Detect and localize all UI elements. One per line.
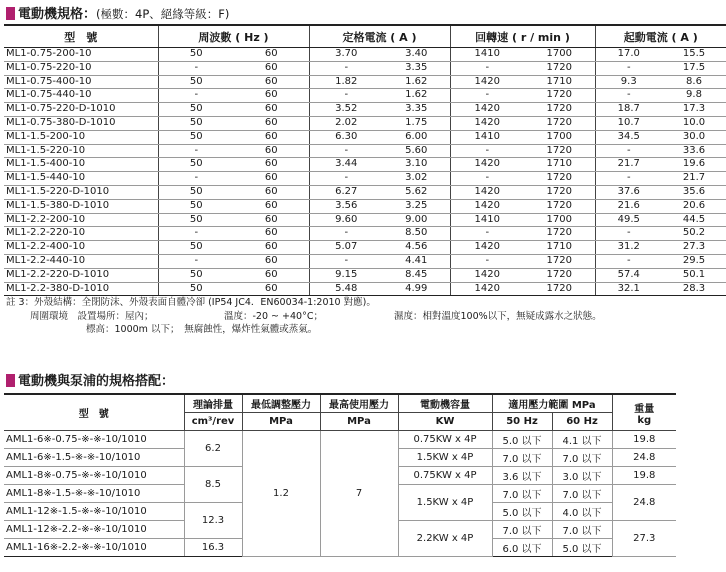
cell-60hz: 60 (234, 213, 309, 227)
table-row (4, 75, 726, 89)
cell-50hz: 50 (158, 268, 234, 282)
cell-range-50hz: 6.0 以下 (492, 539, 552, 557)
cell-displacement: 16.3 (184, 539, 242, 557)
note-line: 標高：1000m 以下； 無腐蝕性，爆炸性氣體或蒸氣。 (86, 324, 318, 335)
cell-model: AML1-12※-2.2-※-※-10/1010 (4, 521, 184, 539)
cell-displacement: 8.5 (184, 467, 242, 503)
cell-speed-50hz: 1420 (450, 116, 524, 130)
section-marker (6, 7, 15, 20)
note-line (6, 310, 602, 324)
cell-start-60hz: 21.7 (662, 172, 726, 186)
cell-60hz: 60 (234, 48, 309, 62)
cell-50hz: - (158, 172, 234, 186)
cell-50hz: - (158, 61, 234, 75)
cell-60hz: 60 (234, 282, 309, 296)
cell-speed-60hz: 1720 (524, 199, 595, 213)
cell-current-60hz: 6.00 (383, 130, 450, 144)
header-motor-capacity: 電動機容量 (398, 394, 492, 413)
cell-50hz: 50 (158, 213, 234, 227)
header-max-pressure-unit: MPa (320, 413, 398, 431)
cell-model: ML1-0.75-220-D-1010 (4, 103, 158, 117)
cell-start-60hz: 33.6 (662, 144, 726, 158)
note-temperature: 溫度：-20 ~ +40°C； (224, 310, 323, 322)
header-frequency: 周波數 ( Hz ) (158, 25, 309, 48)
cell-60hz: 60 (234, 241, 309, 255)
header-weight-label: 重量 (634, 403, 655, 415)
section-title-pump-match (6, 370, 174, 389)
cell-motor: 0.75KW x 4P (398, 467, 492, 485)
cell-current-60hz: 3.02 (383, 172, 450, 186)
header-max-pressure: 最高使用壓力 (320, 394, 398, 413)
table-row (4, 103, 726, 117)
cell-60hz: 60 (234, 199, 309, 213)
cell-displacement: 12.3 (184, 503, 242, 539)
cell-current-60hz: 3.25 (383, 199, 450, 213)
cell-start-60hz: 29.5 (662, 254, 726, 268)
cell-speed-60hz: 1720 (524, 268, 595, 282)
cell-start-50hz: - (595, 61, 662, 75)
cell-start-50hz: 18.7 (595, 103, 662, 117)
cell-60hz: 60 (234, 144, 309, 158)
section-title-motor-spec (6, 3, 229, 22)
cell-start-50hz: 21.6 (595, 199, 662, 213)
header-speed: 回轉速 ( r / min ) (450, 25, 595, 48)
cell-start-60hz: 35.6 (662, 185, 726, 199)
cell-start-50hz: - (595, 144, 662, 158)
cell-range-60hz: 4.0 以下 (552, 503, 612, 521)
cell-weight: 19.8 (612, 467, 676, 485)
cell-current-60hz: 4.41 (383, 254, 450, 268)
section-title-text: 電動機與泵浦的規格搭配： (18, 374, 175, 389)
cell-start-60hz: 30.0 (662, 130, 726, 144)
cell-start-50hz: 31.2 (595, 241, 662, 255)
cell-50hz: 50 (158, 185, 234, 199)
cell-range-50hz: 3.6 以下 (492, 467, 552, 485)
cell-50hz: 50 (158, 116, 234, 130)
cell-start-50hz: 17.0 (595, 48, 662, 62)
header-motor-unit: KW (398, 413, 492, 431)
cell-50hz: - (158, 89, 234, 103)
table-row (4, 227, 726, 241)
header-50hz: 50 Hz (492, 413, 552, 431)
cell-current-50hz: - (309, 227, 383, 241)
cell-speed-60hz: 1720 (524, 144, 595, 158)
motor-spec-table (4, 24, 726, 296)
header-pressure-range: 適用壓力範圍 MPa (492, 394, 612, 413)
cell-speed-50hz: 1420 (450, 75, 524, 89)
cell-current-50hz: 5.48 (309, 282, 383, 296)
cell-range-60hz: 5.0 以下 (552, 539, 612, 557)
cell-range-50hz: 7.0 以下 (492, 449, 552, 467)
cell-speed-60hz: 1720 (524, 116, 595, 130)
cell-speed-60hz: 1710 (524, 241, 595, 255)
cell-start-60hz: 27.3 (662, 241, 726, 255)
cell-60hz: 60 (234, 75, 309, 89)
header-rated-current: 定格電流 ( A ) (309, 25, 450, 48)
cell-start-50hz: 9.3 (595, 75, 662, 89)
cell-start-60hz: 9.8 (662, 89, 726, 103)
cell-50hz: 50 (158, 103, 234, 117)
cell-current-50hz: 9.15 (309, 268, 383, 282)
cell-start-50hz: - (595, 89, 662, 103)
table-row (4, 158, 726, 172)
cell-start-60hz: 44.5 (662, 213, 726, 227)
cell-range-60hz: 3.0 以下 (552, 467, 612, 485)
cell-current-60hz: 8.45 (383, 268, 450, 282)
cell-displacement: 6.2 (184, 431, 242, 467)
cell-speed-50hz: 1420 (450, 282, 524, 296)
cell-model: AML1-8※-1.5-※-※-10/1010 (4, 485, 184, 503)
cell-start-60hz: 10.0 (662, 116, 726, 130)
cell-50hz: 50 (158, 241, 234, 255)
cell-speed-60hz: 1720 (524, 89, 595, 103)
cell-model: ML1-2.2-220-10 (4, 227, 158, 241)
cell-start-60hz: 17.3 (662, 103, 726, 117)
cell-motor: 1.5KW x 4P (398, 485, 492, 521)
header-min-pressure: 最低調整壓力 (242, 394, 320, 413)
cell-50hz: - (158, 254, 234, 268)
cell-50hz: 50 (158, 199, 234, 213)
cell-start-60hz: 50.2 (662, 227, 726, 241)
cell-start-50hz: - (595, 172, 662, 186)
cell-model: ML1-0.75-200-10 (4, 48, 158, 62)
cell-speed-60hz: 1720 (524, 282, 595, 296)
cell-current-50hz: 3.70 (309, 48, 383, 62)
cell-model: ML1-1.5-400-10 (4, 158, 158, 172)
cell-model: AML1-6※-0.75-※-※-10/1010 (4, 431, 184, 449)
cell-start-50hz: 34.5 (595, 130, 662, 144)
cell-speed-50hz: - (450, 144, 524, 158)
cell-speed-50hz: 1420 (450, 185, 524, 199)
table-row (4, 144, 726, 158)
cell-speed-60hz: 1700 (524, 48, 595, 62)
cell-model: ML1-1.5-220-10 (4, 144, 158, 158)
cell-model: AML1-16※-2.2-※-※-10/1010 (4, 539, 184, 557)
cell-speed-60hz: 1720 (524, 172, 595, 186)
cell-model: ML1-2.2-380-D-1010 (4, 282, 158, 296)
note-environment: 周圍環境 設置場所：屋內； (30, 310, 154, 322)
header-model: 型 號 (4, 25, 158, 48)
cell-current-50hz: 6.30 (309, 130, 383, 144)
cell-motor: 0.75KW x 4P (398, 431, 492, 449)
cell-speed-50hz: 1420 (450, 158, 524, 172)
cell-speed-50hz: 1420 (450, 103, 524, 117)
cell-model: ML1-2.2-200-10 (4, 213, 158, 227)
table-row (4, 282, 726, 296)
cell-60hz: 60 (234, 172, 309, 186)
cell-model: ML1-2.2-440-10 (4, 254, 158, 268)
cell-60hz: 60 (234, 103, 309, 117)
cell-current-50hz: - (309, 172, 383, 186)
cell-start-50hz: 10.7 (595, 116, 662, 130)
cell-50hz: 50 (158, 130, 234, 144)
cell-model: ML1-2.2-400-10 (4, 241, 158, 255)
table-row (4, 241, 726, 255)
cell-current-50hz: 6.27 (309, 185, 383, 199)
cell-range-50hz: 5.0 以下 (492, 431, 552, 449)
cell-speed-50hz: - (450, 254, 524, 268)
cell-weight: 19.8 (612, 431, 676, 449)
cell-start-50hz: - (595, 254, 662, 268)
cell-start-60hz: 50.1 (662, 268, 726, 282)
cell-current-50hz: 3.44 (309, 158, 383, 172)
header-weight (612, 394, 676, 431)
section-title-text: 電動機規格： (18, 7, 97, 22)
table-row (4, 185, 726, 199)
cell-60hz: 60 (234, 254, 309, 268)
section-subtitle: (極數：4P、絕緣等級：F) (96, 7, 230, 21)
note-line: 註 3：外殼結構：全閉防沫、外殼表面自體冷卻 (IP54 JC4．EN60034-1:2010 對應)。 (6, 297, 376, 308)
cell-start-60hz: 17.5 (662, 61, 726, 75)
cell-min-pressure: 1.2 (242, 431, 320, 557)
cell-range-50hz: 7.0 以下 (492, 521, 552, 539)
cell-speed-50hz: 1420 (450, 241, 524, 255)
cell-model: ML1-0.75-220-10 (4, 61, 158, 75)
table-row (4, 172, 726, 186)
cell-range-50hz: 7.0 以下 (492, 485, 552, 503)
cell-current-60hz: 9.00 (383, 213, 450, 227)
cell-60hz: 60 (234, 268, 309, 282)
note-humidity: 濕度：相對溫度100%以下，無疑成露水之狀態。 (394, 310, 602, 322)
cell-start-60hz: 19.6 (662, 158, 726, 172)
cell-current-50hz: - (309, 89, 383, 103)
cell-model: AML1-6※-1.5-※-※-10/1010 (4, 449, 184, 467)
table-row (4, 254, 726, 268)
cell-model: ML1-0.75-400-10 (4, 75, 158, 89)
cell-start-50hz: 37.6 (595, 185, 662, 199)
cell-speed-50hz: 1420 (450, 199, 524, 213)
cell-model: ML1-1.5-440-10 (4, 172, 158, 186)
cell-50hz: 50 (158, 158, 234, 172)
cell-50hz: - (158, 227, 234, 241)
cell-current-60hz: 8.50 (383, 227, 450, 241)
cell-current-50hz: 3.52 (309, 103, 383, 117)
cell-range-60hz: 7.0 以下 (552, 485, 612, 503)
cell-current-60hz: 3.10 (383, 158, 450, 172)
cell-current-50hz: - (309, 254, 383, 268)
cell-model: ML1-2.2-220-D-1010 (4, 268, 158, 282)
cell-speed-60hz: 1700 (524, 213, 595, 227)
header-60hz: 60 Hz (552, 413, 612, 431)
cell-weight: 24.8 (612, 485, 676, 521)
cell-speed-50hz: - (450, 89, 524, 103)
cell-model: ML1-1.5-200-10 (4, 130, 158, 144)
cell-60hz: 60 (234, 89, 309, 103)
header-starting-current: 起動電流 ( A ) (595, 25, 726, 48)
cell-speed-50hz: 1420 (450, 268, 524, 282)
cell-start-60hz: 15.5 (662, 48, 726, 62)
table-row (4, 116, 726, 130)
pump-match-body (4, 431, 676, 557)
cell-weight: 24.8 (612, 449, 676, 467)
cell-current-50hz: 2.02 (309, 116, 383, 130)
cell-start-60hz: 28.3 (662, 282, 726, 296)
cell-model: ML1-0.75-440-10 (4, 89, 158, 103)
cell-current-60hz: 4.56 (383, 241, 450, 255)
cell-start-50hz: 57.4 (595, 268, 662, 282)
cell-max-pressure: 7 (320, 431, 398, 557)
cell-speed-60hz: 1700 (524, 130, 595, 144)
cell-current-60hz: 5.62 (383, 185, 450, 199)
header-displacement-unit: cm³/rev (184, 413, 242, 431)
cell-60hz: 60 (234, 227, 309, 241)
cell-current-60hz: 1.62 (383, 89, 450, 103)
header-model: 型 號 (4, 394, 184, 431)
header-weight-unit: kg (637, 414, 652, 426)
cell-model: AML1-12※-1.5-※-※-10/1010 (4, 503, 184, 521)
cell-range-60hz: 7.0 以下 (552, 521, 612, 539)
cell-current-50hz: - (309, 61, 383, 75)
cell-speed-50hz: - (450, 172, 524, 186)
section-marker (6, 374, 15, 387)
cell-speed-60hz: 1720 (524, 185, 595, 199)
cell-50hz: - (158, 144, 234, 158)
cell-60hz: 60 (234, 130, 309, 144)
cell-60hz: 60 (234, 116, 309, 130)
cell-current-60hz: 5.60 (383, 144, 450, 158)
cell-current-50hz: 1.82 (309, 75, 383, 89)
cell-range-50hz: 5.0 以下 (492, 503, 552, 521)
cell-model: ML1-0.75-380-D-1010 (4, 116, 158, 130)
cell-model: AML1-8※-0.75-※-※-10/1010 (4, 467, 184, 485)
cell-speed-50hz: 1410 (450, 213, 524, 227)
table-row (4, 213, 726, 227)
cell-current-50hz: 3.56 (309, 199, 383, 213)
cell-range-60hz: 4.1 以下 (552, 431, 612, 449)
motor-spec-body (4, 48, 726, 296)
cell-speed-50hz: - (450, 227, 524, 241)
table-row (4, 61, 726, 75)
cell-motor: 1.5KW x 4P (398, 449, 492, 467)
cell-current-50hz: 5.07 (309, 241, 383, 255)
cell-50hz: 50 (158, 282, 234, 296)
header-min-pressure-unit: MPa (242, 413, 320, 431)
cell-start-60hz: 20.6 (662, 199, 726, 213)
cell-start-60hz: 8.6 (662, 75, 726, 89)
table-row (4, 89, 726, 103)
cell-current-60hz: 3.40 (383, 48, 450, 62)
cell-model: ML1-1.5-380-D-1010 (4, 199, 158, 213)
table-row (4, 199, 726, 213)
header-displacement: 理論排量 (184, 394, 242, 413)
cell-60hz: 60 (234, 158, 309, 172)
cell-speed-50hz: - (450, 61, 524, 75)
notes-block (6, 296, 602, 337)
cell-50hz: 50 (158, 48, 234, 62)
cell-current-50hz: - (309, 144, 383, 158)
cell-current-60hz: 3.35 (383, 103, 450, 117)
cell-current-60hz: 3.35 (383, 61, 450, 75)
cell-current-60hz: 1.75 (383, 116, 450, 130)
table-row (4, 48, 726, 62)
cell-motor: 2.2KW x 4P (398, 521, 492, 557)
cell-start-50hz: 32.1 (595, 282, 662, 296)
cell-current-50hz: 9.60 (309, 213, 383, 227)
cell-start-50hz: - (595, 227, 662, 241)
table-row (4, 431, 676, 449)
table-row (4, 130, 726, 144)
cell-50hz: 50 (158, 75, 234, 89)
cell-speed-60hz: 1720 (524, 103, 595, 117)
cell-current-60hz: 4.99 (383, 282, 450, 296)
cell-60hz: 60 (234, 61, 309, 75)
cell-speed-60hz: 1720 (524, 61, 595, 75)
cell-model: ML1-1.5-220-D-1010 (4, 185, 158, 199)
cell-60hz: 60 (234, 185, 309, 199)
cell-speed-60hz: 1710 (524, 158, 595, 172)
table-header-row (4, 394, 676, 413)
cell-current-60hz: 1.62 (383, 75, 450, 89)
cell-speed-60hz: 1720 (524, 254, 595, 268)
cell-speed-60hz: 1720 (524, 227, 595, 241)
cell-start-50hz: 21.7 (595, 158, 662, 172)
cell-speed-60hz: 1710 (524, 75, 595, 89)
table-header-row (4, 25, 726, 48)
cell-weight: 27.3 (612, 521, 676, 557)
cell-range-60hz: 7.0 以下 (552, 449, 612, 467)
cell-start-50hz: 49.5 (595, 213, 662, 227)
table-row (4, 268, 726, 282)
pump-match-table (4, 393, 676, 557)
cell-speed-50hz: 1410 (450, 48, 524, 62)
cell-speed-50hz: 1410 (450, 130, 524, 144)
